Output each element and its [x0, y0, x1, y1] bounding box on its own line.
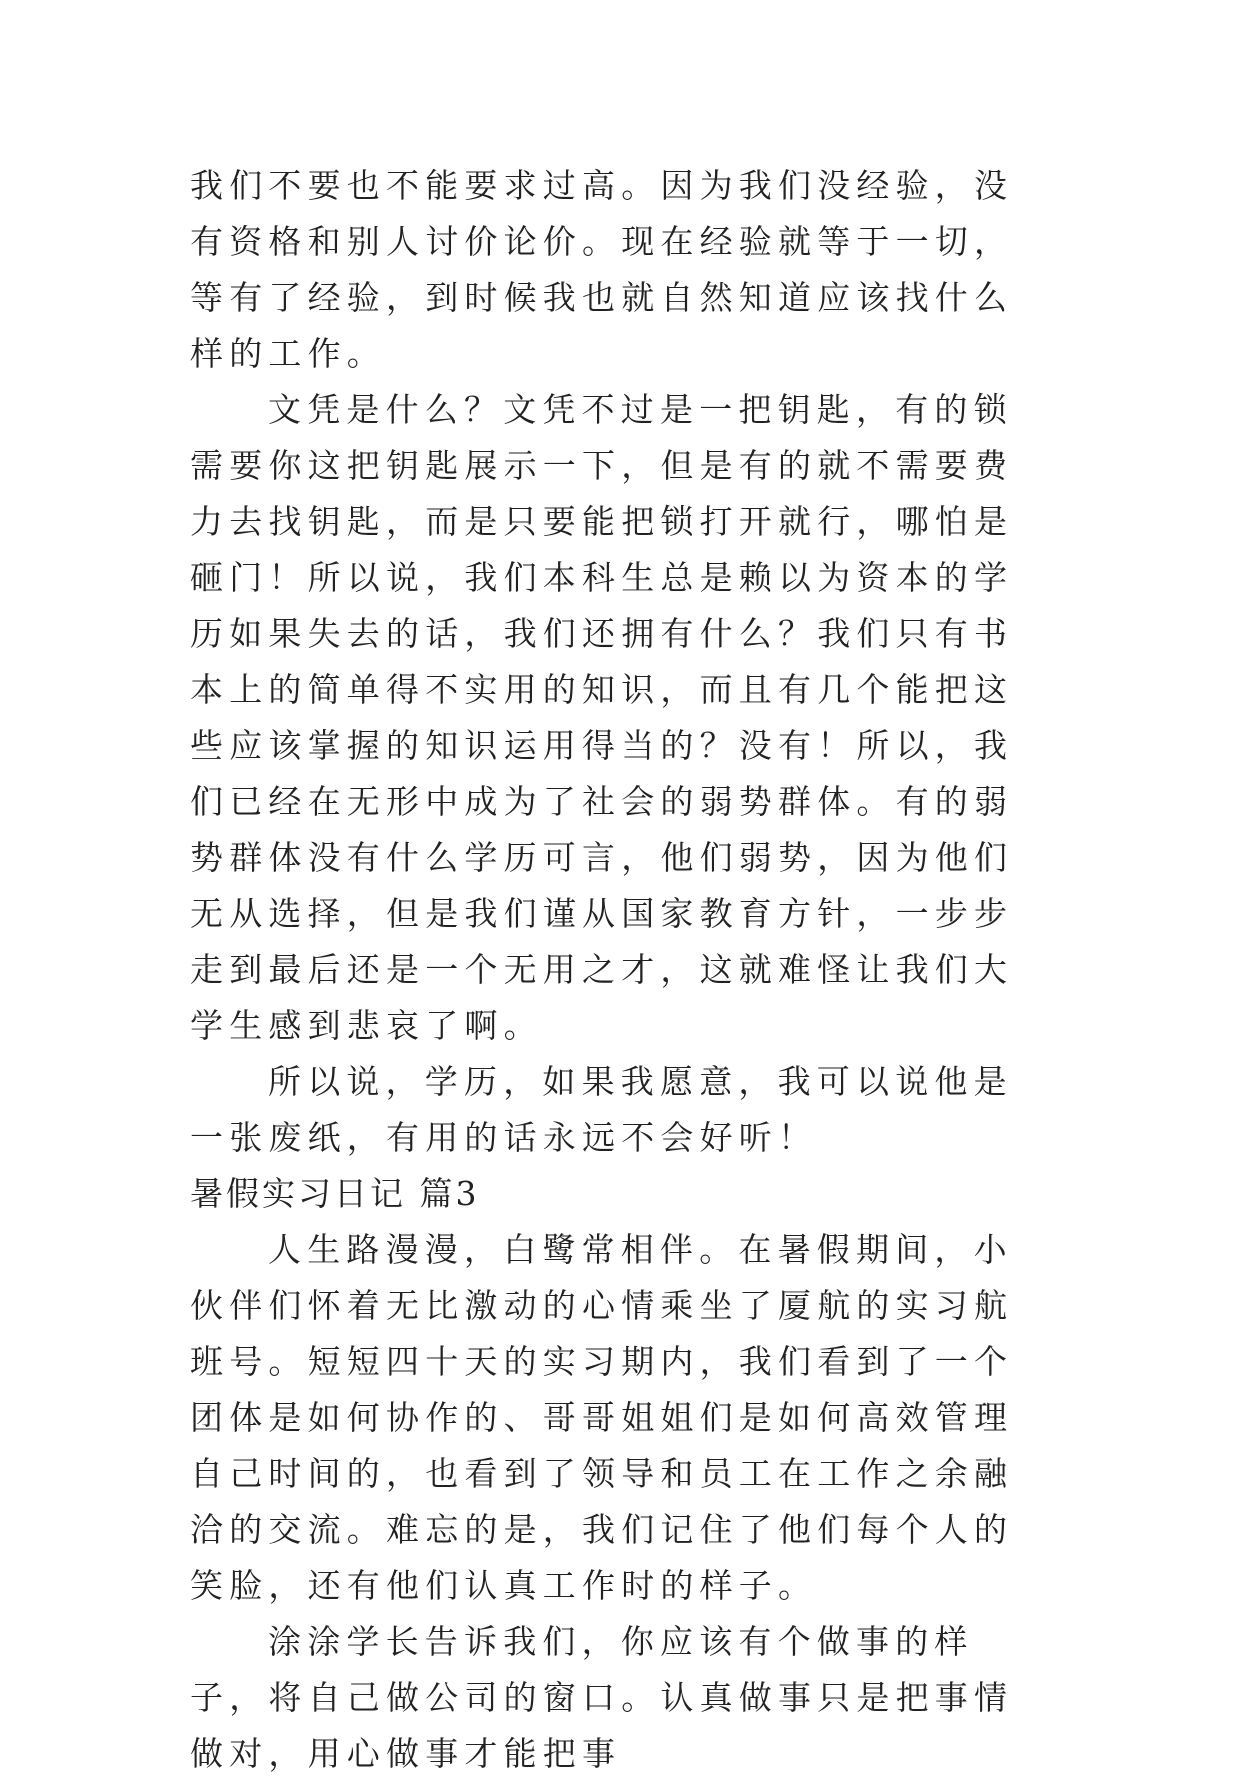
paragraph-diploma: 文凭是什么？文凭不过是一把钥匙，有的锁需要你这把钥匙展示一下，但是有的就不需要费力去找钥匙，而是只要能把锁打开就行，哪怕是砸门！所以说，我们本科生总是赖以为资本的学历如果失去的话，我们还拥有什么？我们只有书本上的简单得不实用的知识，而且有几个能把这些应该掌握的知识运用得当的？没有！所以，我们已经在无形中成为了社会的弱势群体。有的弱势群体没有什么学历可言，他们弱势，因为他们无从选择，但是我们谨从国家教育方针，一步步走到最后还是一个无用之才，这就难怪让我们大学生感到悲哀了啊。: [190, 390, 1014, 1045]
section-heading: 暑假实习日记 篇3: [190, 1174, 480, 1213]
paragraph-internship: 人生路漫漫，白鹭常相伴。在暑假期间，小伙伴们怀着无比激动的心情乘坐了厦航的实习航班号。短短四十天的实习期内，我们看到了一个团体是如何协作的、哥哥姐姐们是如何高效管理自己时间的，也看到了领导和员工在工作之余融洽的交流。难忘的是，我们记住了他们每个人的笑脸，还有他们认真工作时的样子。: [190, 1230, 1014, 1605]
paragraph-conclusion: 所以说，学历，如果我愿意，我可以说他是一张废纸，有用的话永远不会好听！: [190, 1062, 1013, 1157]
paragraph-continuation: 我们不要也不能要求过高。因为我们没经验，没有资格和别人讨价论价。现在经验就等于一切，等有了经验，到时候我也就自然知道应该找什么样的工作。: [190, 166, 1014, 373]
paragraph-advice: 涂涂学长告诉我们，你应该有个做事的样子，将自己做公司的窗口。认真做事只是把事情做对，用心做事才能把事: [190, 1622, 1014, 1773]
document-body: [190, 158, 1050, 1782]
